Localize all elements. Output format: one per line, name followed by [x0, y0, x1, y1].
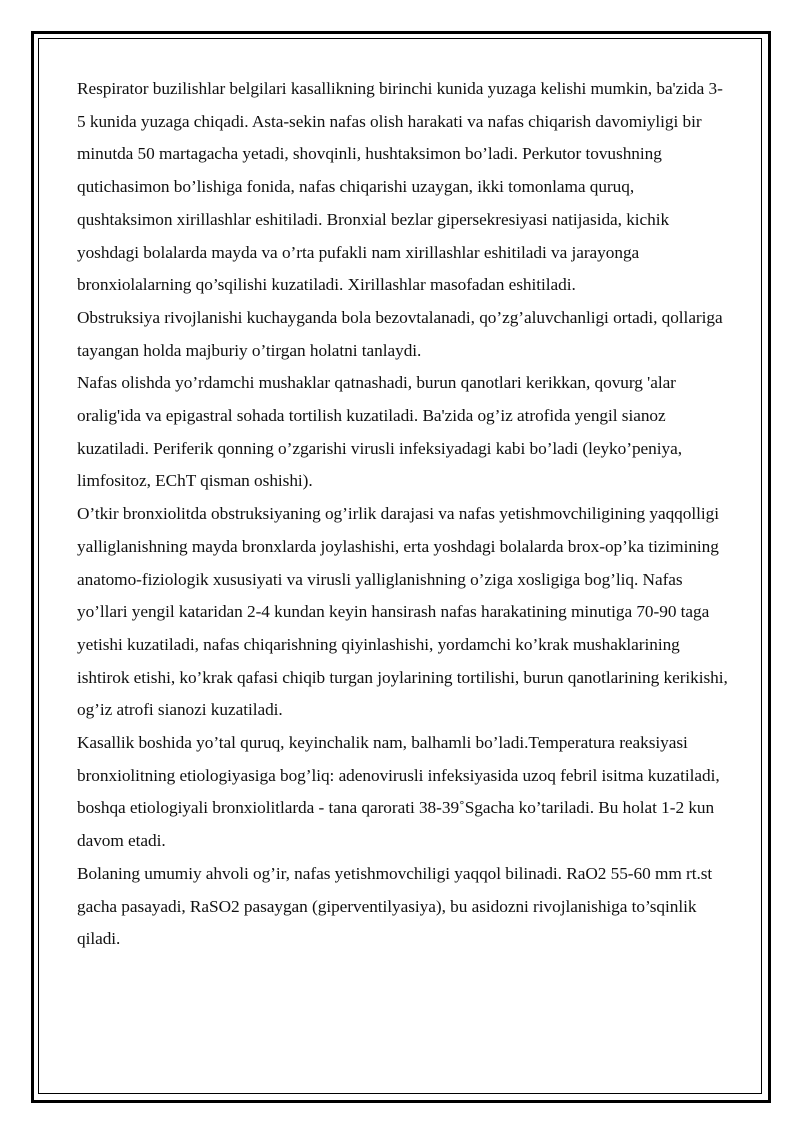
paragraph-obstruction: Obstruksiya rivojlanishi kuchayganda bola bezovtalanadi, qo’zg’aluvchanligi ortadi, qollariga tayangan holda majburiy o’tirgan holatni tanlaydi.: [77, 307, 723, 360]
paragraph-cough-temperature: Kasallik boshida yo’tal quruq, keyinchalik nam, balhamli bo’ladi.Temperatura reaksiyasi bronxiolitning etiologiyasiga bog’liq: adenovirusli infeksiyasida uzoq febril isitma kuzatiladi, boshqa etiologiyali bronxiolitlarda - tana qarorati 38-39˚Sgacha ko’tariladi. Bu holat 1-2 kun davom etadi.: [77, 733, 720, 851]
paragraph-respiratory-signs: Respirator buzilishlar belgilari kasallikning birinchi kunida yuzaga kelishi mumkin, ba'zida 3-5 kunida yuzaga chiqadi. Asta-sekin nafas olish harakati va nafas chiqarish davomiyligi bir minutda 50 martagacha yetadi, shovqinli, hushtaksimon bo’ladi. Perkutor tovushning qutichasimon bo’lishiga fonida, nafas chiqarishi uzaygan, ikki tomonlama quruq, qushtaksimon xirillashlar eshitiladi. Bronxial bezlar gipersekresiyasi natijasida, kichik yoshdagi bolalarda mayda va o’rta pufakli nam xirillashlar eshitiladi va jarayonga bronxiolalarning qo’sqilishi kuzatiladi. Xirillashlar masofadan eshitiladi.: [77, 79, 723, 295]
paragraph-general-condition: Bolaning umumiy ahvoli og’ir, nafas yetishmovchiligi yaqqol bilinadi. RaO2 55-60 mm rt.st gacha pasayadi, RaSO2 pasaygan (giperventilyasiya), bu asidozni rivojlanishiga to’sqinlik qiladi.: [77, 863, 713, 949]
document-body: [77, 73, 729, 956]
paragraph-accessory-muscles: Nafas olishda yo’rdamchi mushaklar qatnashadi, burun qanotlari kerikkan, qovurg 'alar oralig'ida va epigastral sohada tortilish kuzatiladi. Ba'zida og’iz atrofida yengil sianoz kuzatiladi. Periferik qonning o’zgarishi virusli infeksiyadagi kabi bo’ladi (leyko’peniya, limfositoz, EChT qisman oshishi).: [77, 373, 682, 491]
paragraph-acute-bronchiolitis: O’tkir bronxiolitda obstruksiyaning og’irlik darajasi va nafas yetishmovchiligining yaqqolligi yalliglanishning mayda bronxlarda joylashishi, erta yoshdagi bolalarda brox-op’ka tizimining anatomo-fiziologik xususiyati va virusli yalliglanishning o’ziga xosligiga bog’liq. Nafas yo’llari yengil kataridan 2-4 kundan keyin hansirash nafas harakatining minutiga 70-90 taga yetishi kuzatiladi, nafas chiqarishning qiyinlashishi, yordamchi ko’krak mushaklarining ishtirok etishi, ko’krak qafasi chiqib turgan joylarining tortilishi, burun qanotlarining kerikishi, og’iz atrofi sianozi kuzatiladi.: [77, 504, 728, 720]
